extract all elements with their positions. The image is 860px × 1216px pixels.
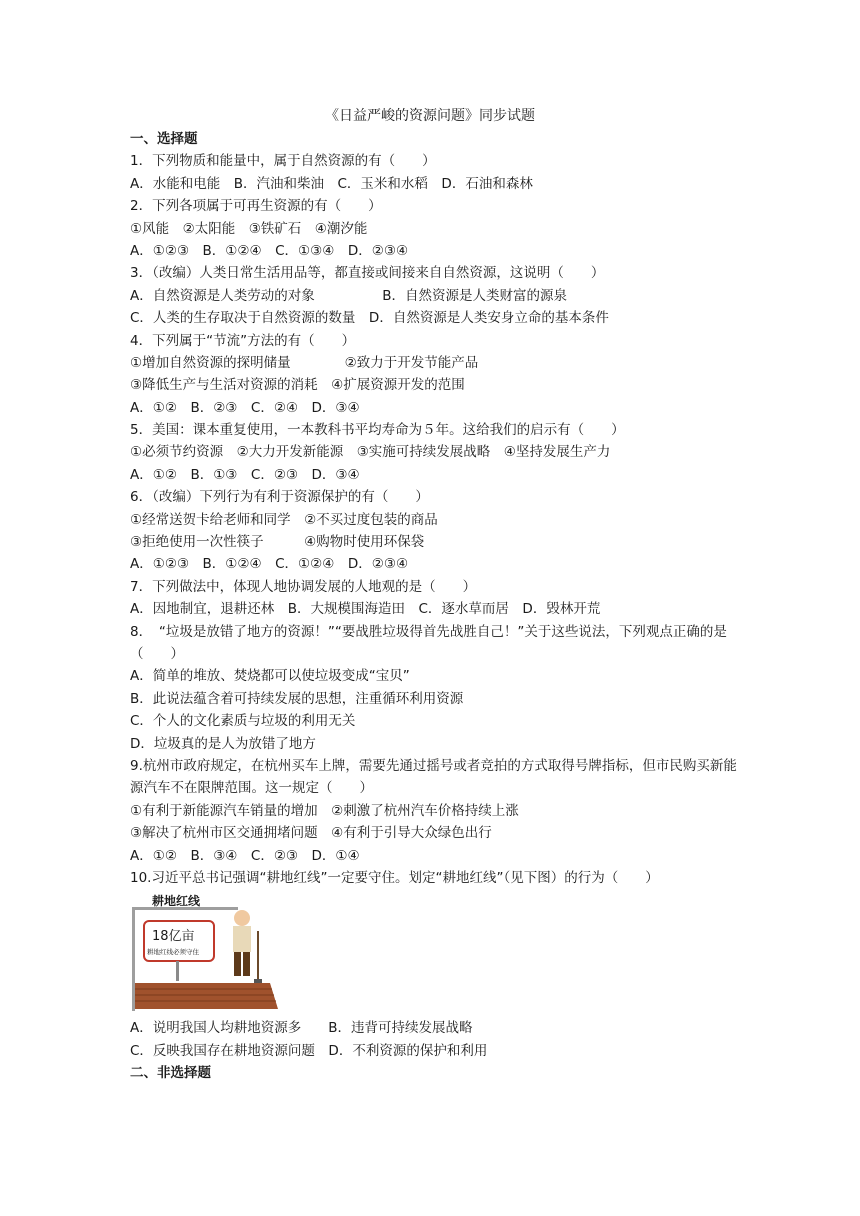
q10-options-ab: A．说明我国人均耕地资源多 B．违背可持续发展战略 — [130, 1020, 473, 1037]
q1-options: A．水能和电能 B．汽油和柴油 C．玉米和水稻 D．石油和森林 — [130, 175, 533, 192]
q9-options: A．①② B．③④ C．②③ D．①④ — [130, 847, 360, 864]
q9-stem: 9.杭州市政府规定，在杭州买车上牌，需要先通过摇号或者竞拍的方式取得号牌指标，但市民购买新能源汽车不在限牌范围。这一规定（ ） — [130, 757, 737, 797]
q6-options: A．①②③ B．①②④ C．①②④ D．②③④ — [130, 556, 409, 573]
section-heading-choice: 一、选择题 — [130, 131, 198, 147]
q8-option-c: C．个人的文化素质与垃圾的利用无关 — [130, 713, 356, 730]
q8-option-a: A．简单的堆放、焚烧都可以使垃圾变成“宝贝” — [130, 668, 410, 685]
sign-post — [176, 961, 179, 981]
q5-stem: 5．美国：课本重复使用，一本教科书平均寿命为５年。这给我们的启示有（ ） — [130, 422, 625, 439]
q4-items-34: ③降低生产与生活对资源的消耗 ④扩展资源开发的范围 — [130, 377, 465, 394]
figure-heading: 耕地红线 — [152, 894, 201, 909]
q4-stem: 4．下列属于“节流”方法的有（ ） — [130, 332, 356, 349]
q10-stem: 10.习近平总书记强调“耕地红线”一定要守住。划定“耕地红线”（见下图）的行为（ ） — [130, 869, 659, 886]
q2-stem: 2．下列各项属于可再生资源的有（ ） — [130, 198, 382, 215]
farmer-head — [234, 910, 250, 926]
q7-stem: 7．下列做法中，体现人地协调发展的人地观的是（ ） — [130, 578, 477, 595]
farmland-soil — [135, 983, 278, 1009]
sign-small-text: 耕地红线必须守住 — [147, 948, 199, 957]
q3-stem: 3．（改编）人类日常生活用品等，都直接或间接来自自然资源，这说明（ ） — [130, 265, 605, 282]
farmland-redline-illustration — [130, 891, 280, 1013]
document-title: 《日益严峻的资源问题》同步试题 — [325, 108, 535, 124]
q6-items-12: ①经常送贺卡给老师和同学 ②不买过度包装的商品 — [130, 511, 438, 528]
q3-options-cd: C．人类的生存取决于自然资源的数量 D．自然资源是人类安身立命的基本条件 — [130, 310, 609, 327]
q8-option-b: B．此说法蕴含着可持续发展的思想，注重循环利用资源 — [130, 690, 464, 707]
q10-options-cd: C．反映我国存在耕地资源问题 D．不利资源的保护和利用 — [130, 1042, 488, 1059]
q4-items-12: ①增加自然资源的探明储量 ②致力于开发节能产品 — [130, 354, 479, 371]
q5-items: ①必须节约资源 ②大力开发新能源 ③实施可持续发展战略 ④坚持发展生产力 — [130, 444, 611, 461]
q8-stem: 8． “垃圾是放错了地方的资源！”“要战胜垃圾得首先战胜自己！”关于这些说法，下列观点正确的是（ ） — [130, 623, 727, 662]
farmer-leg-right — [243, 952, 250, 976]
farmer-shirt — [233, 926, 251, 952]
q6-stem: 6．（改编）下列行为有利于资源保护的有（ ） — [130, 489, 429, 506]
section-heading-nonchoice: 二、非选择题 — [130, 1065, 211, 1082]
farmland-redline-figure — [130, 891, 280, 1013]
q8-option-d: D．垃圾真的是人为放错了地方 — [130, 735, 316, 752]
q6-items-34: ③拒绝使用一次性筷子 ④购物时使用环保袋 — [130, 534, 425, 551]
q3-options-ab: A．自然资源是人类劳动的对象 B．自然资源是人类财富的源泉 — [130, 287, 567, 304]
frame-left-bar — [132, 907, 135, 1011]
q9-items-34: ③解决了杭州市区交通拥堵问题 ④有利于引导大众绿色出行 — [130, 825, 492, 842]
q2-items: ①风能 ②太阳能 ③铁矿石 ④潮汐能 — [130, 220, 368, 237]
q2-options: A．①②③ B．①②④ C．①③④ D．②③④ — [130, 242, 409, 259]
q7-options: A．因地制宜，退耕还林 B．大规模围海造田 C．逐水草而居 D．毁林开荒 — [130, 601, 601, 618]
q5-options: A．①② B．①③ C．②③ D．③④ — [130, 466, 360, 483]
q4-options: A．①② B．②③ C．②④ D．③④ — [130, 399, 360, 416]
q9-items-12: ①有利于新能源汽车销量的增加 ②刺激了杭州汽车价格持续上涨 — [130, 802, 519, 819]
sign-big-text: 18亿亩 — [152, 929, 195, 945]
q1-stem: 1．下列物质和能量中，属于自然资源的有（ ） — [130, 153, 436, 170]
document-body — [130, 128, 750, 1085]
farmer-leg-left — [234, 952, 241, 976]
